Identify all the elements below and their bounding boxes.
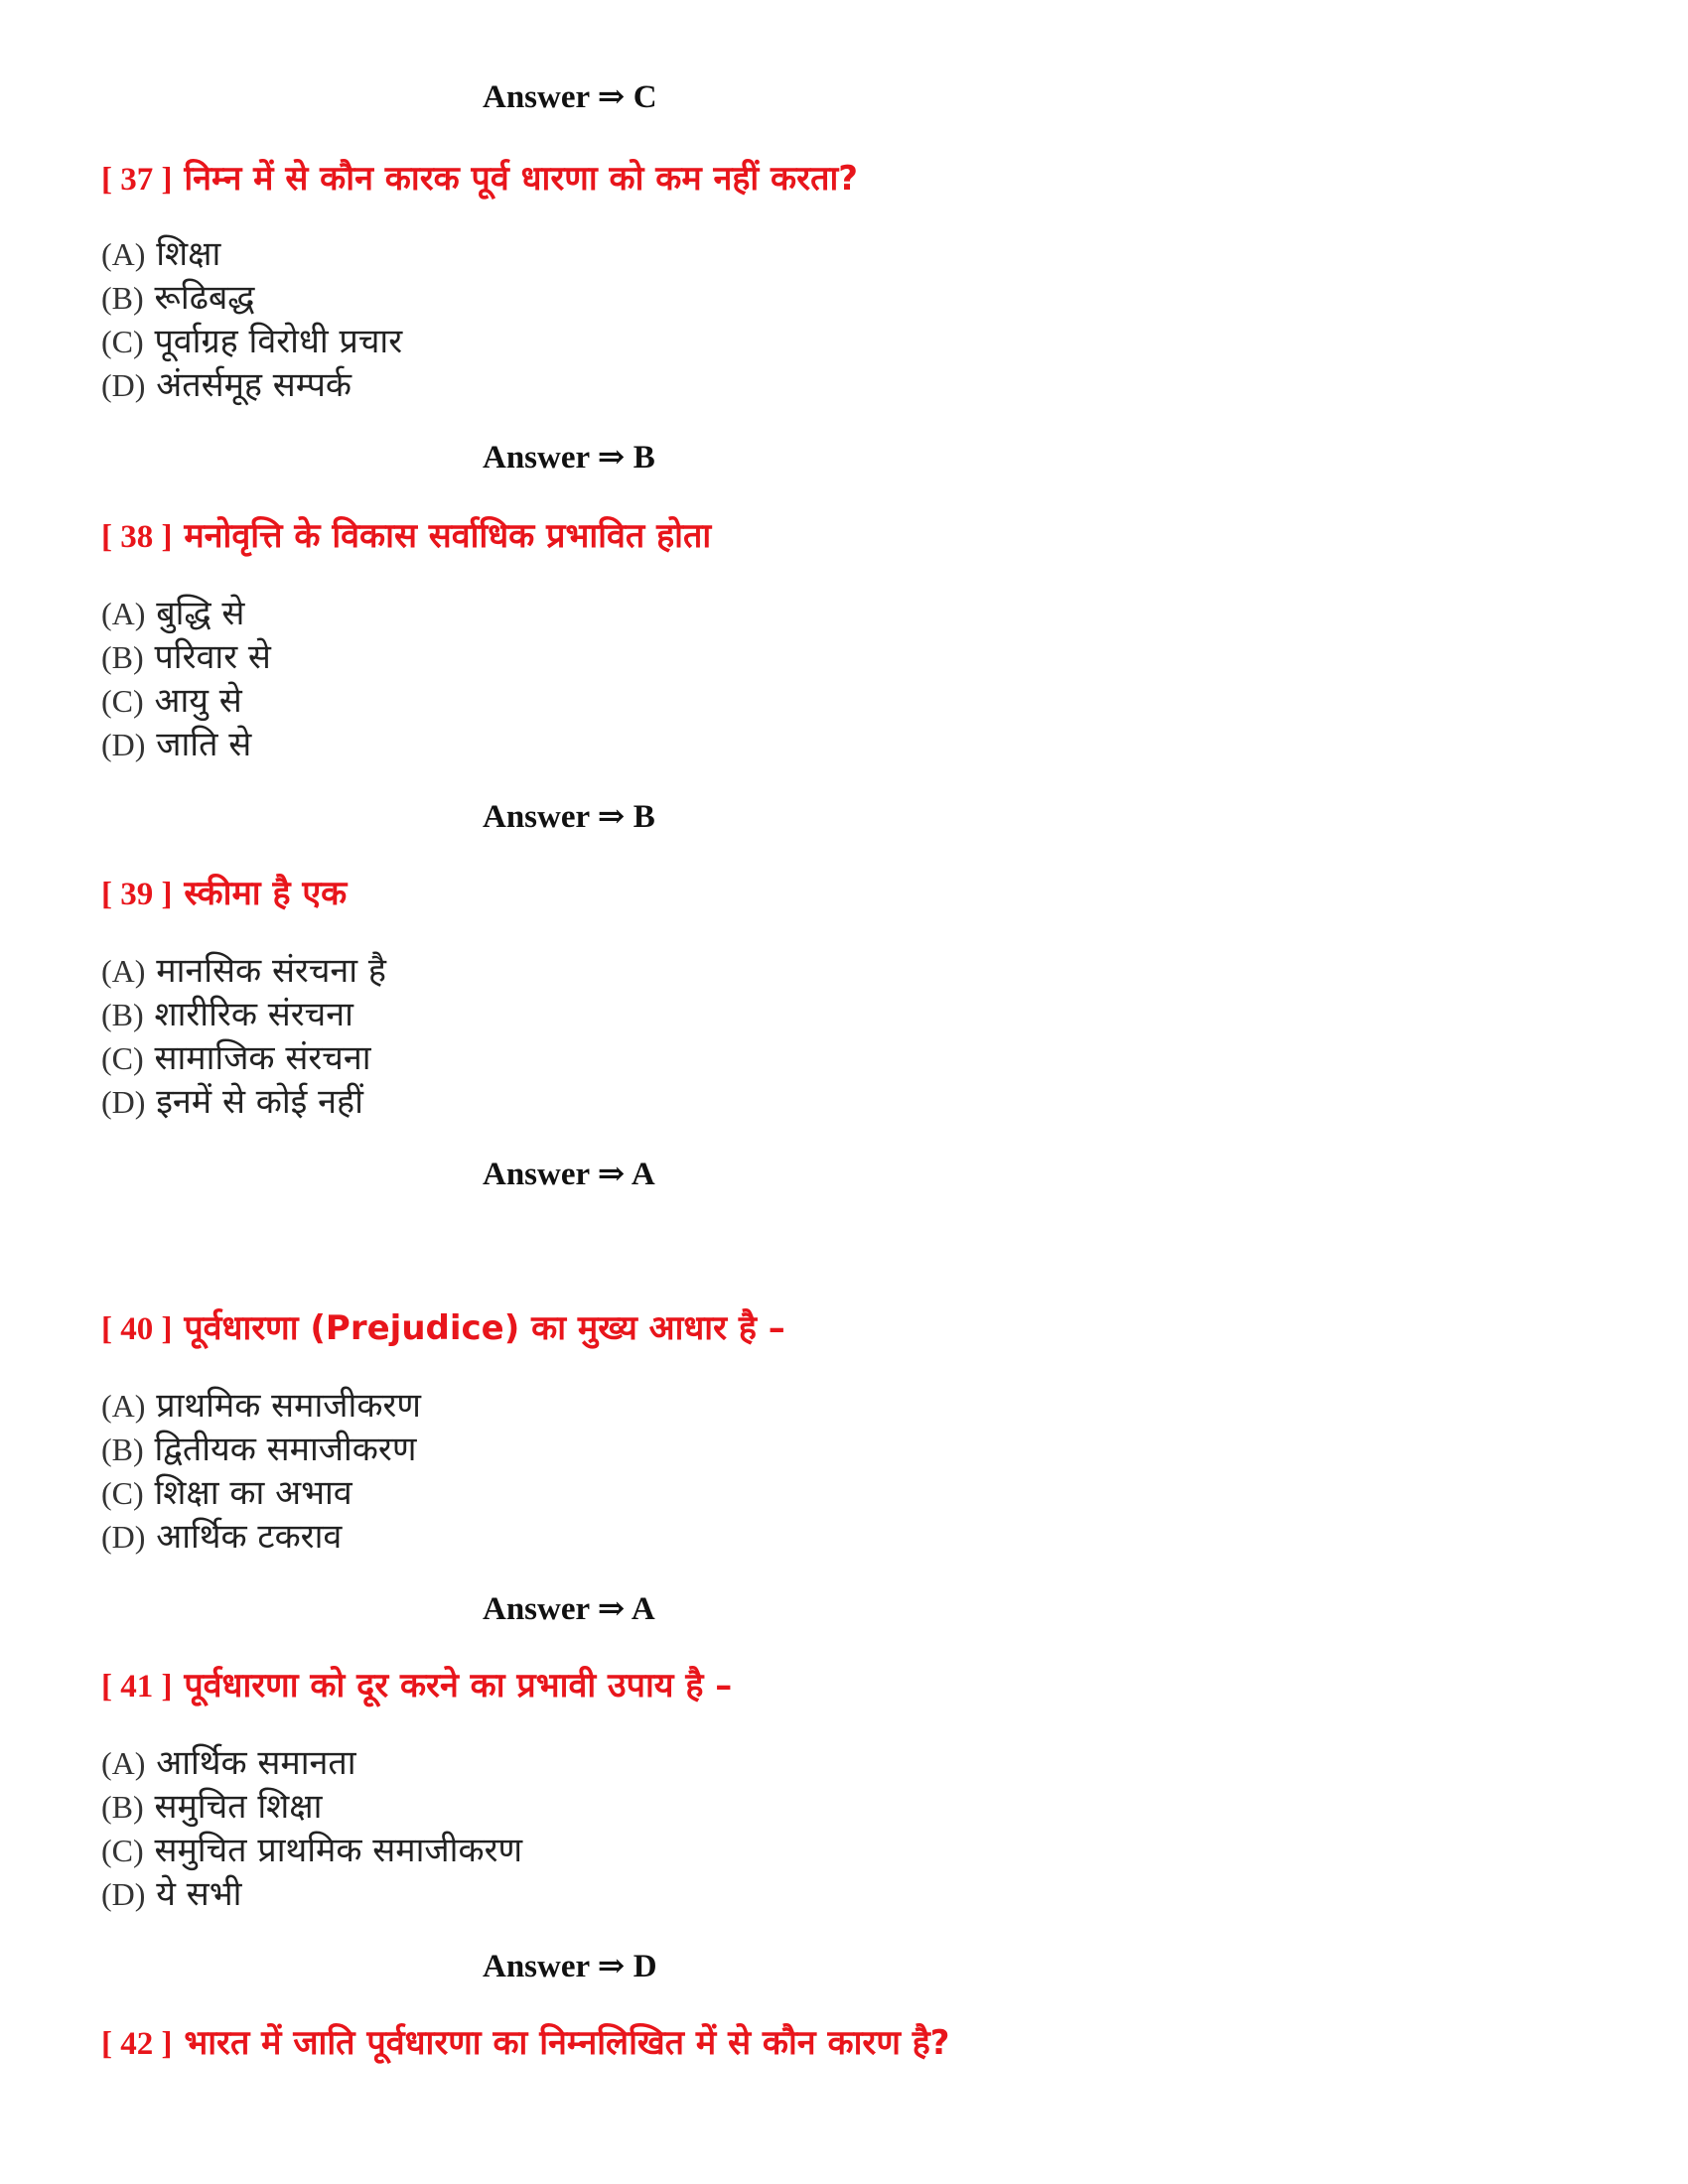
question-number: [ 37 ] bbox=[101, 162, 173, 198]
option-text: मानसिक संरचना है bbox=[156, 951, 386, 991]
option-a bbox=[101, 1741, 522, 1785]
option-label: (D) bbox=[101, 1084, 146, 1120]
options-41 bbox=[101, 1741, 522, 1916]
question-number: [ 40 ] bbox=[101, 1311, 173, 1347]
option-label: (B) bbox=[101, 997, 144, 1032]
question-text: भारत में जाति पूर्वधारणा का निम्नलिखित में से कौन कारण है? bbox=[184, 2023, 950, 2063]
question-text: स्कीमा है एक bbox=[184, 874, 348, 913]
answer-top bbox=[483, 77, 657, 117]
answer-letter: D bbox=[633, 1949, 657, 1984]
option-d bbox=[101, 1515, 421, 1559]
answer-letter: C bbox=[633, 79, 657, 115]
question-number: [ 38 ] bbox=[101, 519, 173, 555]
option-b bbox=[101, 1428, 421, 1471]
option-label: (A) bbox=[101, 236, 146, 272]
question-37 bbox=[101, 157, 858, 202]
option-d bbox=[101, 1080, 386, 1124]
option-text: जाति से bbox=[156, 725, 252, 764]
question-text: निम्न में से कौन कारक पूर्व धारणा को कम नहीं करता? bbox=[184, 159, 858, 199]
option-label: (A) bbox=[101, 1388, 146, 1424]
option-label: (C) bbox=[101, 1040, 144, 1076]
option-label: (A) bbox=[101, 1745, 146, 1781]
answer-40 bbox=[483, 1589, 655, 1629]
question-text: पूर्वधारणा (Prejudice) का मुख्य आधार है – bbox=[184, 1308, 785, 1348]
option-label: (A) bbox=[101, 953, 146, 989]
option-text: रूढिबद्ध bbox=[154, 278, 255, 318]
option-label: (C) bbox=[101, 1833, 144, 1868]
option-a bbox=[101, 232, 402, 276]
answer-prefix: Answer ⇒ bbox=[483, 79, 626, 115]
option-text: ये सभी bbox=[156, 1874, 242, 1914]
answer-letter: B bbox=[633, 799, 655, 835]
option-text: प्राथमिक समाजीकरण bbox=[156, 1386, 421, 1426]
option-text: शिक्षा bbox=[156, 234, 221, 274]
options-39 bbox=[101, 949, 386, 1124]
option-text: समुचित शिक्षा bbox=[154, 1787, 323, 1827]
question-40 bbox=[101, 1306, 785, 1351]
option-d bbox=[101, 1872, 522, 1916]
option-text: परिवार से bbox=[154, 637, 271, 677]
option-b bbox=[101, 635, 271, 679]
options-37 bbox=[101, 232, 402, 407]
option-text: बुद्धि से bbox=[156, 594, 245, 633]
option-label: (B) bbox=[101, 639, 144, 675]
option-label: (C) bbox=[101, 1475, 144, 1511]
answer-prefix: Answer ⇒ bbox=[483, 1157, 626, 1192]
option-text: समुचित प्राथमिक समाजीकरण bbox=[154, 1831, 523, 1870]
question-text: मनोवृत्ति के विकास सर्वाधिक प्रभावित होता bbox=[184, 516, 712, 556]
option-label: (D) bbox=[101, 1876, 146, 1912]
option-text: आर्थिक टकराव bbox=[156, 1517, 343, 1557]
answer-38 bbox=[483, 797, 655, 837]
answer-37 bbox=[483, 438, 655, 478]
option-label: (D) bbox=[101, 367, 146, 403]
option-c bbox=[101, 1036, 386, 1080]
option-text: शारीरिक संरचना bbox=[154, 995, 353, 1034]
answer-letter: B bbox=[633, 440, 655, 476]
option-a bbox=[101, 592, 271, 635]
option-text: आयु से bbox=[154, 681, 242, 721]
option-label: (B) bbox=[101, 1789, 144, 1825]
option-label: (D) bbox=[101, 1519, 146, 1555]
option-text: अंतर्समूह सम्पर्क bbox=[156, 365, 352, 405]
answer-letter: A bbox=[631, 1591, 655, 1627]
answer-39 bbox=[483, 1155, 655, 1194]
option-text: द्वितीयक समाजीकरण bbox=[154, 1430, 417, 1469]
question-number: [ 39 ] bbox=[101, 877, 173, 912]
question-number: [ 42 ] bbox=[101, 2026, 173, 2062]
option-text: सामाजिक संरचना bbox=[154, 1038, 371, 1078]
option-text: पूर्वाग्रह विरोधी प्रचार bbox=[154, 322, 403, 361]
answer-41 bbox=[483, 1947, 657, 1986]
answer-letter: A bbox=[631, 1157, 655, 1192]
option-text: आर्थिक समानता bbox=[156, 1743, 356, 1783]
option-label: (A) bbox=[101, 596, 146, 631]
option-text: इनमें से कोई नहीं bbox=[156, 1082, 363, 1122]
option-d bbox=[101, 723, 271, 766]
option-c bbox=[101, 1829, 522, 1872]
option-a bbox=[101, 949, 386, 993]
option-label: (B) bbox=[101, 1432, 144, 1467]
option-label: (C) bbox=[101, 683, 144, 719]
question-38 bbox=[101, 514, 711, 559]
option-c bbox=[101, 679, 271, 723]
question-39 bbox=[101, 872, 347, 916]
question-text: पूर्वधारणा को दूर करने का प्रभावी उपाय है – bbox=[184, 1666, 733, 1706]
question-42 bbox=[101, 2021, 950, 2066]
option-b bbox=[101, 276, 402, 320]
option-label: (C) bbox=[101, 324, 144, 359]
question-number: [ 41 ] bbox=[101, 1669, 173, 1705]
option-a bbox=[101, 1384, 421, 1428]
option-b bbox=[101, 993, 386, 1036]
answer-prefix: Answer ⇒ bbox=[483, 799, 626, 835]
question-41 bbox=[101, 1664, 732, 1708]
option-b bbox=[101, 1785, 522, 1829]
option-d bbox=[101, 363, 402, 407]
answer-prefix: Answer ⇒ bbox=[483, 1949, 626, 1984]
answer-prefix: Answer ⇒ bbox=[483, 1591, 626, 1627]
option-c bbox=[101, 1471, 421, 1515]
option-label: (D) bbox=[101, 727, 146, 762]
options-38 bbox=[101, 592, 271, 766]
option-c bbox=[101, 320, 402, 363]
options-40 bbox=[101, 1384, 421, 1559]
option-label: (B) bbox=[101, 280, 144, 316]
answer-prefix: Answer ⇒ bbox=[483, 440, 626, 476]
option-text: शिक्षा का अभाव bbox=[154, 1473, 352, 1513]
